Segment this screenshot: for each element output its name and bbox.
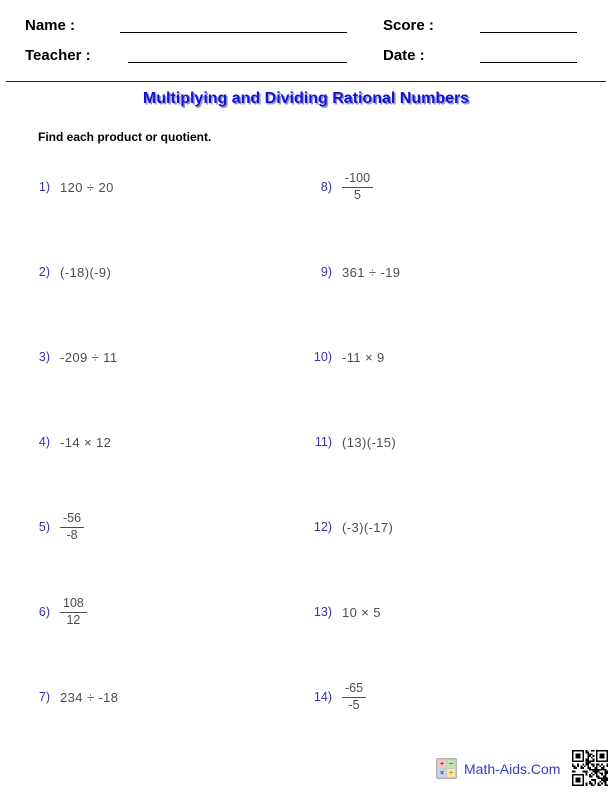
problem-expression: 361 ÷ -19 — [342, 264, 401, 280]
problem-expression: (-3)(-17) — [342, 519, 394, 535]
problem-number: 12) — [313, 520, 332, 534]
problem-fraction — [342, 682, 366, 713]
problem-row — [310, 166, 600, 251]
problem-row — [310, 251, 600, 336]
name-label: Name : — [25, 17, 76, 34]
problem-row — [28, 251, 298, 336]
problem-expression: -11 × 9 — [342, 349, 385, 365]
problem-row — [28, 421, 298, 506]
problem-expression: (13)(-15) — [342, 434, 397, 450]
problem-number: 1) — [38, 180, 50, 194]
problem-row — [28, 506, 298, 591]
fraction-denominator: 5 — [354, 187, 361, 202]
times-icon: × — [439, 769, 445, 777]
problem-number: 10) — [313, 350, 332, 364]
problem-expression: -209 ÷ 11 — [60, 349, 118, 365]
problem-row — [28, 336, 298, 421]
teacher-label: Teacher : — [25, 47, 91, 64]
problem-number: 4) — [38, 435, 50, 449]
problem-fraction — [60, 512, 84, 543]
fraction-denominator: -8 — [66, 527, 78, 542]
fraction-denominator: 12 — [66, 612, 81, 627]
teacher-blank-line — [128, 62, 347, 63]
fraction-numerator: 108 — [60, 597, 87, 613]
problem-row — [28, 166, 298, 251]
plus-icon: + — [439, 760, 445, 768]
problem-row — [310, 676, 600, 761]
qr-code — [572, 750, 608, 786]
problem-number: 6) — [38, 605, 50, 619]
worksheet-title: Multiplying and Dividing Rational Numbers — [142, 90, 470, 107]
problem-expression: 234 ÷ -18 — [60, 689, 119, 705]
problem-number: 3) — [38, 350, 50, 364]
problem-fraction — [342, 172, 373, 203]
date-blank-line — [480, 62, 577, 63]
problem-number: 7) — [38, 690, 50, 704]
problem-number: 11) — [314, 435, 332, 449]
problem-number: 9) — [320, 265, 332, 279]
problem-row — [310, 506, 600, 591]
brand-link[interactable]: Math-Aids.Com — [464, 760, 561, 777]
problem-number: 2) — [38, 265, 50, 279]
fraction-numerator: -56 — [60, 512, 84, 528]
footer-brand — [436, 758, 560, 779]
problem-expression: -14 × 12 — [60, 434, 112, 450]
minus-icon: − — [448, 760, 454, 768]
fraction-numerator: -100 — [342, 172, 373, 188]
problem-row — [28, 591, 298, 676]
problem-fraction — [60, 597, 87, 628]
problem-row — [28, 676, 298, 761]
divide-icon: ÷ — [447, 769, 455, 777]
problem-row — [310, 336, 600, 421]
problems-column-right — [310, 166, 600, 761]
problem-number: 8) — [320, 180, 332, 194]
problem-expression: (-18)(-9) — [60, 264, 112, 280]
problem-number: 5) — [38, 520, 50, 534]
header-divider — [6, 81, 606, 82]
problem-number: 14) — [313, 690, 332, 704]
problem-row — [310, 421, 600, 506]
fraction-denominator: -5 — [348, 697, 360, 712]
score-blank-line — [480, 32, 577, 33]
name-blank-line — [120, 32, 347, 33]
score-label: Score : — [383, 17, 434, 34]
problem-number: 13) — [313, 605, 332, 619]
date-label: Date : — [383, 47, 425, 64]
problem-expression: 10 × 5 — [342, 604, 381, 620]
math-aids-logo-icon — [436, 758, 457, 779]
problem-expression: 120 ÷ 20 — [60, 179, 114, 195]
problems-column-left — [28, 166, 298, 761]
problem-row — [310, 591, 600, 676]
fraction-numerator: -65 — [342, 682, 366, 698]
instructions-text: Find each product or quotient. — [38, 130, 212, 144]
